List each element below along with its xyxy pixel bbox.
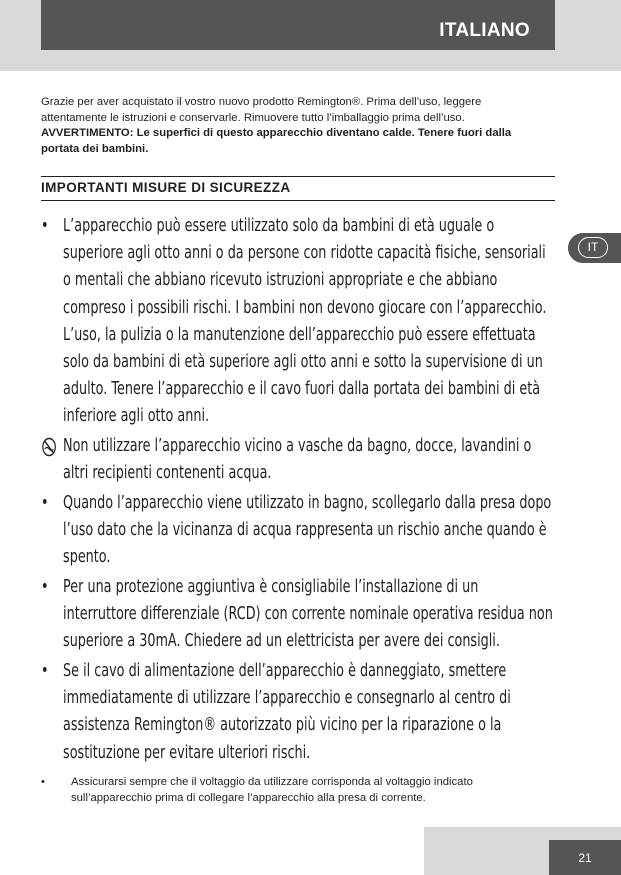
- no-water-icon: [41, 437, 60, 457]
- bullet-marker: •: [41, 493, 49, 513]
- item-text: Se il cavo di alimentazione dell’apparecchio è danneggiato, smettere immediatamente di utilizzare l’apparecchio e consegnarlo al centro di assistenza Remington® autorizzato più vicino per la riparazione o la sostituzione per evitare ulteriori rischi.: [63, 661, 511, 763]
- language-code-badge: IT: [578, 237, 608, 258]
- list-item: [41, 213, 556, 431]
- section-rule-top: [41, 176, 555, 177]
- list-item: [41, 433, 556, 488]
- item-text: Assicurarsi sempre che il voltaggio da utilizzare corrisponda al voltaggio indicato sull’apparecchio prima di collegare l’apparecchio alla presa di corrente.: [71, 776, 473, 804]
- list-item: [41, 658, 556, 767]
- item-text: Quando l’apparecchio viene utilizzato in bagno, scollegarlo dalla presa dopo l’uso dato che la vicinanza di acqua rappresenta un rischio anche quando è spento.: [63, 493, 552, 568]
- bullet-marker: •: [41, 776, 45, 788]
- list-item: [41, 574, 556, 656]
- language-title: ITALIANO: [439, 20, 530, 41]
- bullet-marker: •: [41, 577, 49, 597]
- item-text: Per una protezione aggiuntiva è consigliabile l’installazione di un interruttore differenziale (RCD) con corrente nominale operativa residua non superiore a 30mA. Chiedere ad un elettricista per avere dei consigli.: [63, 577, 553, 652]
- section-rule-bottom: [41, 200, 555, 201]
- page-number: 21: [549, 840, 621, 875]
- section-title: IMPORTANTI MISURE DI SICUREZZA: [41, 180, 291, 195]
- language-header: [41, 0, 555, 50]
- language-tab: [568, 233, 621, 263]
- intro-section: [41, 95, 541, 157]
- intro-text: Grazie per aver acquistato il vostro nuovo prodotto Remington®. Prima dell’uso, leggere attentamente le istruzioni e conservarle. Rimuovere tutto l’imballaggio prima dell’uso.: [41, 96, 482, 124]
- warning-text: AVVERTIMENTO: Le superfici di questo apparecchio diventano calde. Tenere fuori dalla portata dei bambini.: [41, 127, 512, 155]
- list-item: [41, 490, 556, 572]
- safety-list: [41, 213, 556, 806]
- bullet-marker: •: [41, 661, 49, 681]
- item-text: L’apparecchio può essere utilizzato solo da bambini di età uguale o superiore agli otto anni o da persone con ridotte capacità fisiche, sensoriali o mentali che abbiano ricevuto istruzioni appropriate e che abbiano compreso i possibili rischi. I bambini non devono giocare con l’apparecchio. L’uso, la pulizia o la manutenzione dell’apparecchio può essere effettuata solo da bambini di età superiore agli otto anni e sotto la supervisione di un adulto. Tenere l’apparecchio e il cavo fuori dalla portata dei bambini di età inferiore agli otto anni.: [63, 216, 547, 427]
- list-item: [41, 775, 556, 806]
- bullet-marker: •: [41, 216, 49, 236]
- item-text: Non utilizzare l’apparecchio vicino a vasche da bagno, docce, lavandini o altri recipienti contenenti acqua.: [63, 436, 532, 484]
